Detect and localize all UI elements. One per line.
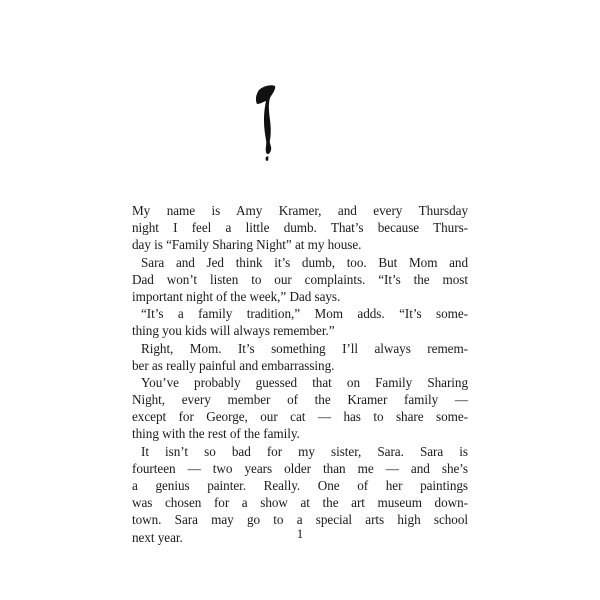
chapter-body-text [132,202,468,546]
text-line: day is “Family Sharing Night” at my house. [132,237,362,253]
text-line: thing with the rest of the family. [132,426,300,442]
text-line: was chosen for a show at the art museum down- [132,495,468,511]
text-line: “It’s a family tradition,” Mom adds. “It’s some- [141,306,468,322]
text-line: night I feel a little dumb. That’s because Thurs- [132,220,468,236]
text-line: You’ve probably guessed that on Family Sharing [141,374,468,390]
text-line: It isn’t so bad for my sister, Sara. Sara is [141,443,468,459]
text-line: Sara and Jed think it’s dumb, too. But Mom and [141,254,468,270]
text-line: town. Sara may go to a special arts high school [132,512,468,528]
text-line: Right, Mom. It’s something I’ll always remem- [141,340,468,356]
text-line: My name is Amy Kramer, and every Thursday [132,203,468,218]
text-line: except for George, our cat — has to share some- [132,409,468,425]
text-line: thing you kids will always remember.” [132,323,335,339]
text-line: next year. [132,529,183,545]
page-number: 1 [296,526,304,541]
chapter-number [245,82,285,162]
text-line: Night, every member of the Kramer family — [132,392,468,408]
dripping-numeral-one-icon [245,82,285,162]
text-line: ber as really painful and embarrassing. [132,357,335,373]
text-line: Dad won’t listen to our complaints. “It’s the most [132,271,468,287]
text-line: fourteen — two years older than me — and she’s [132,460,468,476]
text-line: a genius painter. Really. One of her paintings [132,478,468,493]
text-line: important night of the week,” Dad says. [132,288,341,304]
